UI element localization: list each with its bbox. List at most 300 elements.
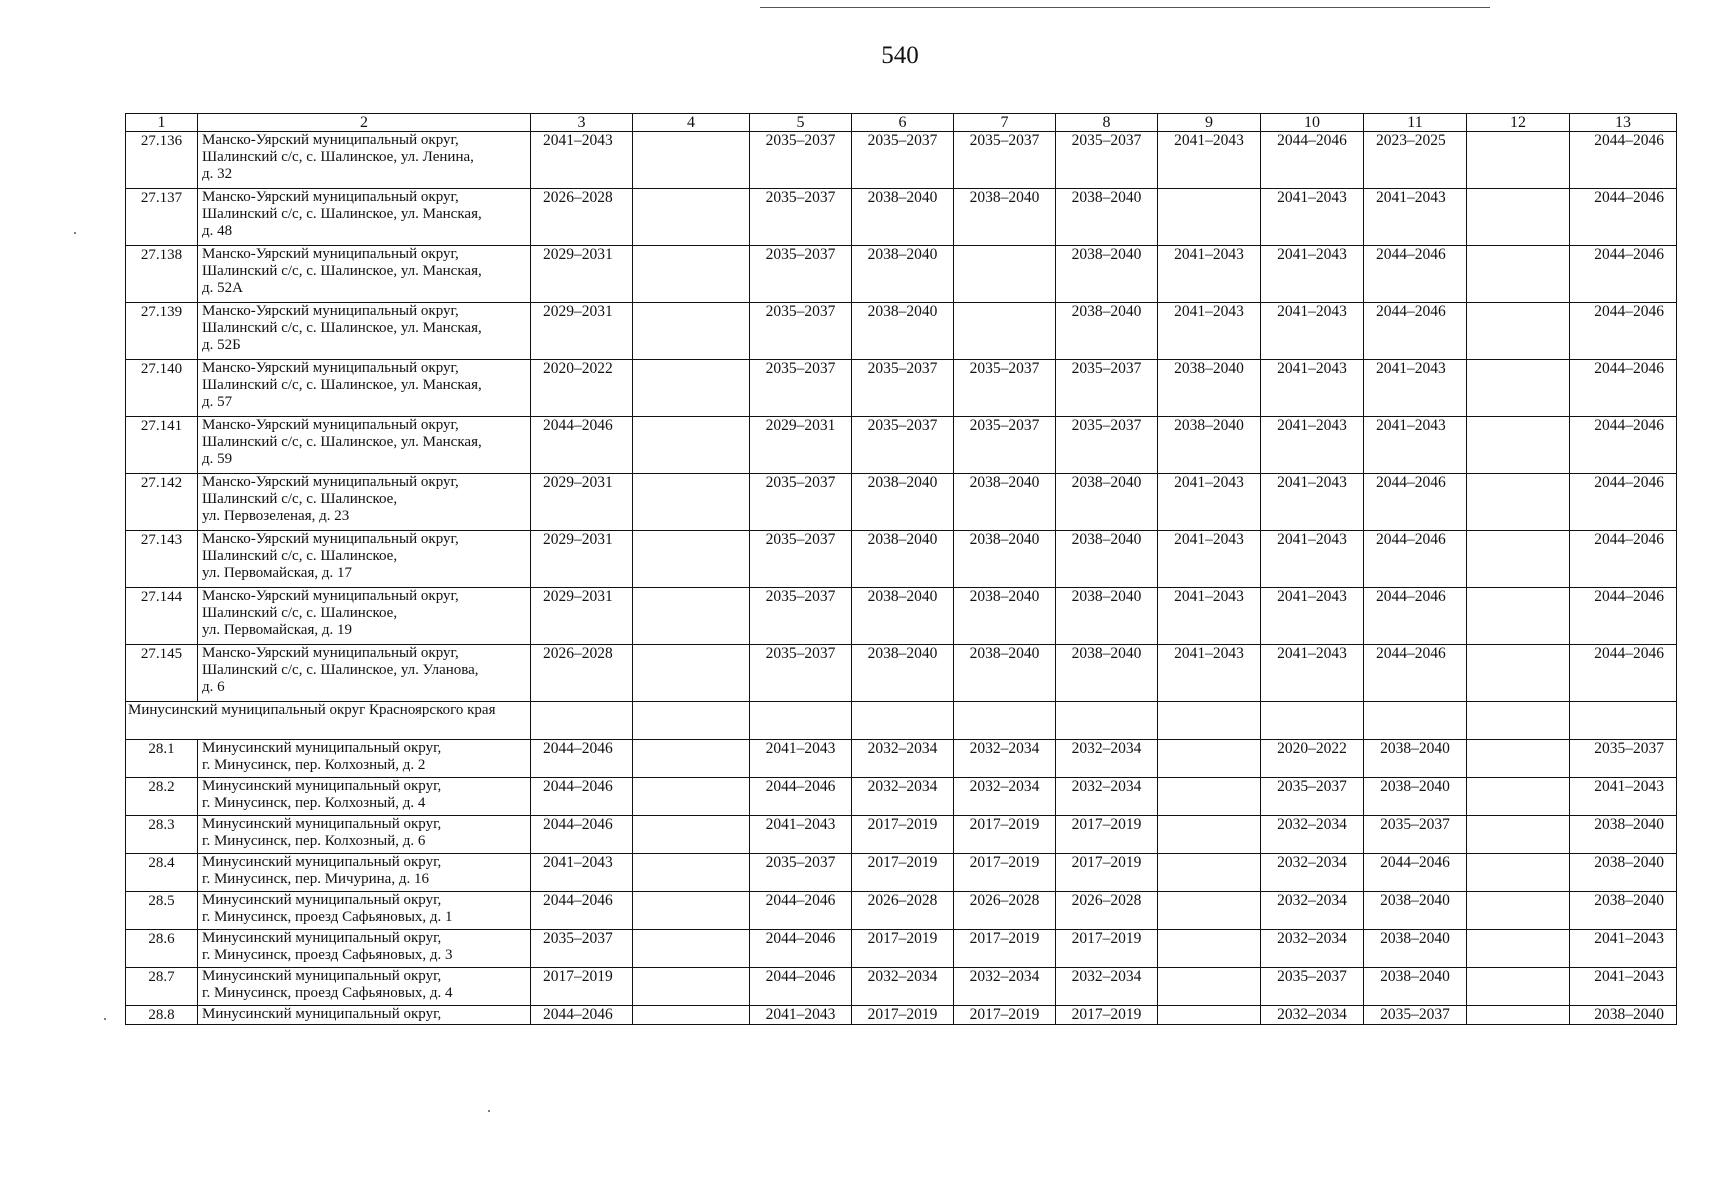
period-cell-col-9: 2041–2043: [1158, 588, 1261, 645]
period-cell-col-5: 2035–2037: [750, 360, 852, 417]
period-cell-col-6: 2032–2034: [852, 740, 954, 778]
period-cell-col-10: 2041–2043: [1261, 531, 1364, 588]
period-cell-col-3: 2044–2046: [531, 778, 633, 816]
period-cell-col-5: 2035–2037: [750, 303, 852, 360]
address-cell: [198, 189, 531, 246]
address-line: Манско-Уярский муниципальный округ,: [202, 417, 459, 433]
address-line: ул. Первомайская, д. 19: [202, 622, 352, 638]
period-cell-col-5: 2041–2043: [750, 816, 852, 854]
address-line: г. Минусинск, пер. Мичурина, д. 16: [202, 871, 429, 887]
period-cell-col-9: [1158, 892, 1261, 930]
period-cell-col-12: [1467, 246, 1570, 303]
column-number-3: 3: [531, 114, 633, 132]
period-cell-col-6: 2035–2037: [852, 132, 954, 189]
address-line: г. Минусинск, пер. Колхозный, д. 2: [202, 757, 426, 773]
period-cell-col-12: [1467, 740, 1570, 778]
period-cell-col-7: 2038–2040: [954, 474, 1056, 531]
period-cell-col-8: 2038–2040: [1056, 303, 1158, 360]
period-cell-col-13: 2038–2040: [1570, 816, 1677, 854]
row-number: 27.143: [126, 531, 198, 588]
period-cell-col-7: 2038–2040: [954, 531, 1056, 588]
period-cell-col-8: 2032–2034: [1056, 968, 1158, 1006]
address-line: д. 48: [202, 223, 233, 239]
period-cell-col-12: [1467, 189, 1570, 246]
table-row: [126, 645, 1677, 702]
period-cell-col-9: [1158, 968, 1261, 1006]
period-cell-col-7: 2017–2019: [954, 854, 1056, 892]
group-header-row: [126, 702, 1677, 740]
column-number-12: 12: [1467, 114, 1570, 132]
table-row: [126, 588, 1677, 645]
table-row: [126, 303, 1677, 360]
period-cell-col-10: 2035–2037: [1261, 968, 1364, 1006]
address-line: Минусинский муниципальный округ,: [202, 778, 442, 794]
empty-cell: [1570, 702, 1677, 740]
period-cell-col-9: [1158, 1006, 1261, 1025]
address-line: Шалинский с/с, с. Шалинское, ул. Манская,: [202, 206, 482, 222]
period-cell-col-6: 2038–2040: [852, 588, 954, 645]
address-line: Минусинский муниципальный округ,: [202, 740, 442, 756]
period-cell-col-4: [633, 588, 750, 645]
period-cell-col-5: 2035–2037: [750, 132, 852, 189]
period-cell-col-8: 2038–2040: [1056, 588, 1158, 645]
period-cell-col-9: [1158, 778, 1261, 816]
period-cell-col-9: 2041–2043: [1158, 531, 1261, 588]
period-cell-col-9: 2038–2040: [1158, 360, 1261, 417]
period-cell-col-8: 2035–2037: [1056, 417, 1158, 474]
period-cell-col-13: 2044–2046: [1570, 531, 1677, 588]
column-number-11: 11: [1364, 114, 1467, 132]
address-line: Шалинский с/с, с. Шалинское, ул. Ленина,: [202, 149, 474, 165]
period-cell-col-6: 2038–2040: [852, 189, 954, 246]
table-row: [126, 930, 1677, 968]
empty-cell: [531, 702, 633, 740]
address-cell: [198, 778, 531, 816]
period-cell-col-13: 2044–2046: [1570, 360, 1677, 417]
period-cell-col-6: 2035–2037: [852, 417, 954, 474]
table-row: [126, 740, 1677, 778]
address-cell: [198, 740, 531, 778]
address-line: Минусинский муниципальный округ,: [202, 1006, 442, 1022]
period-cell-col-13: 2044–2046: [1570, 246, 1677, 303]
period-cell-col-12: [1467, 417, 1570, 474]
period-cell-col-10: 2032–2034: [1261, 1006, 1364, 1025]
period-cell-col-3: 2017–2019: [531, 968, 633, 1006]
period-cell-col-5: 2035–2037: [750, 474, 852, 531]
period-cell-col-5: 2044–2046: [750, 892, 852, 930]
column-number-row: [126, 114, 1677, 132]
address-line: г. Минусинск, проезд Сафьяновых, д. 4: [202, 985, 453, 1001]
period-cell-col-7: [954, 246, 1056, 303]
row-number: 27.140: [126, 360, 198, 417]
column-number-4: 4: [633, 114, 750, 132]
period-cell-col-8: 2038–2040: [1056, 189, 1158, 246]
period-cell-col-7: 2035–2037: [954, 360, 1056, 417]
period-cell-col-4: [633, 417, 750, 474]
period-cell-col-9: 2041–2043: [1158, 132, 1261, 189]
row-number: 28.3: [126, 816, 198, 854]
period-cell-col-3: 2044–2046: [531, 816, 633, 854]
address-cell: [198, 588, 531, 645]
period-cell-col-5: 2044–2046: [750, 968, 852, 1006]
period-cell-col-4: [633, 645, 750, 702]
period-cell-col-7: 2017–2019: [954, 1006, 1056, 1025]
address-line: Минусинский муниципальный округ,: [202, 816, 442, 832]
table-row: [126, 189, 1677, 246]
period-cell-col-10: 2041–2043: [1261, 303, 1364, 360]
period-cell-col-12: [1467, 892, 1570, 930]
period-cell-col-7: [954, 303, 1056, 360]
address-line: Шалинский с/с, с. Шалинское, ул. Уланова,: [202, 662, 479, 678]
period-cell-col-5: 2035–2037: [750, 645, 852, 702]
address-line: Минусинский муниципальный округ,: [202, 892, 442, 908]
period-cell-col-13: 2041–2043: [1570, 778, 1677, 816]
address-line: Манско-Уярский муниципальный округ,: [202, 531, 459, 547]
empty-cell: [954, 702, 1056, 740]
empty-cell: [1158, 702, 1261, 740]
address-line: г. Минусинск, проезд Сафьяновых, д. 3: [202, 947, 453, 963]
empty-cell: [1261, 702, 1364, 740]
row-number: 27.137: [126, 189, 198, 246]
period-cell-col-4: [633, 968, 750, 1006]
row-number: 28.4: [126, 854, 198, 892]
period-cell-col-11: 2038–2040: [1364, 740, 1467, 778]
period-cell-col-4: [633, 740, 750, 778]
period-cell-col-6: 2032–2034: [852, 778, 954, 816]
period-cell-col-6: 2038–2040: [852, 303, 954, 360]
period-cell-col-3: 2044–2046: [531, 1006, 633, 1025]
period-cell-col-7: 2017–2019: [954, 930, 1056, 968]
address-line: г. Минусинск, пер. Колхозный, д. 4: [202, 795, 426, 811]
period-cell-col-5: 2035–2037: [750, 854, 852, 892]
table-row: [126, 531, 1677, 588]
period-cell-col-11: 2041–2043: [1364, 417, 1467, 474]
address-line: Манско-Уярский муниципальный округ,: [202, 645, 459, 661]
period-cell-col-11: 2044–2046: [1364, 531, 1467, 588]
period-cell-col-9: 2041–2043: [1158, 246, 1261, 303]
period-cell-col-3: 2035–2037: [531, 930, 633, 968]
period-cell-col-12: [1467, 854, 1570, 892]
address-cell: [198, 854, 531, 892]
period-cell-col-11: 2044–2046: [1364, 588, 1467, 645]
period-cell-col-10: 2041–2043: [1261, 246, 1364, 303]
address-line: Шалинский с/с, с. Шалинское,: [202, 548, 398, 564]
address-line: Шалинский с/с, с. Шалинское, ул. Манская,: [202, 320, 482, 336]
address-cell: [198, 816, 531, 854]
period-cell-col-4: [633, 531, 750, 588]
period-cell-col-13: 2038–2040: [1570, 892, 1677, 930]
table-row: [126, 816, 1677, 854]
period-cell-col-9: [1158, 740, 1261, 778]
period-cell-col-11: 2041–2043: [1364, 360, 1467, 417]
address-cell: [198, 474, 531, 531]
period-cell-col-7: 2038–2040: [954, 588, 1056, 645]
period-cell-col-13: 2038–2040: [1570, 854, 1677, 892]
period-cell-col-6: 2017–2019: [852, 930, 954, 968]
period-cell-col-5: 2044–2046: [750, 778, 852, 816]
period-cell-col-5: 2035–2037: [750, 588, 852, 645]
period-cell-col-4: [633, 930, 750, 968]
period-cell-col-8: 2032–2034: [1056, 740, 1158, 778]
period-cell-col-8: 2038–2040: [1056, 246, 1158, 303]
period-cell-col-9: [1158, 930, 1261, 968]
period-cell-col-5: 2041–2043: [750, 740, 852, 778]
address-line: Шалинский с/с, с. Шалинское,: [202, 605, 398, 621]
period-cell-col-13: 2044–2046: [1570, 474, 1677, 531]
column-number-2: 2: [198, 114, 531, 132]
row-number: 28.2: [126, 778, 198, 816]
period-cell-col-3: 2029–2031: [531, 246, 633, 303]
period-cell-col-6: 2038–2040: [852, 246, 954, 303]
address-line: ул. Первомайская, д. 17: [202, 565, 352, 581]
period-cell-col-3: 2029–2031: [531, 588, 633, 645]
address-cell: [198, 246, 531, 303]
address-line: Манско-Уярский муниципальный округ,: [202, 246, 459, 262]
period-cell-col-5: 2035–2037: [750, 246, 852, 303]
period-cell-col-11: 2044–2046: [1364, 645, 1467, 702]
period-cell-col-8: 2017–2019: [1056, 1006, 1158, 1025]
address-line: Минусинский муниципальный округ,: [202, 930, 442, 946]
empty-cell: [1056, 702, 1158, 740]
column-number-5: 5: [750, 114, 852, 132]
period-cell-col-13: 2044–2046: [1570, 132, 1677, 189]
period-cell-col-4: [633, 816, 750, 854]
period-cell-col-13: 2044–2046: [1570, 417, 1677, 474]
period-cell-col-12: [1467, 930, 1570, 968]
period-cell-col-4: [633, 854, 750, 892]
period-cell-col-8: 2017–2019: [1056, 816, 1158, 854]
period-cell-col-5: 2041–2043: [750, 1006, 852, 1025]
address-cell: [198, 930, 531, 968]
address-cell: [198, 968, 531, 1006]
period-cell-col-3: 2020–2022: [531, 360, 633, 417]
address-cell: [198, 645, 531, 702]
period-cell-col-8: 2035–2037: [1056, 132, 1158, 189]
period-cell-col-7: 2032–2034: [954, 740, 1056, 778]
row-number: 27.139: [126, 303, 198, 360]
register-table: [125, 113, 1677, 1025]
period-cell-col-12: [1467, 132, 1570, 189]
address-line: г. Минусинск, пер. Колхозный, д. 6: [202, 833, 426, 849]
address-line: д. 6: [202, 679, 225, 695]
period-cell-col-13: 2041–2043: [1570, 968, 1677, 1006]
period-cell-col-9: 2041–2043: [1158, 303, 1261, 360]
period-cell-col-3: 2029–2031: [531, 531, 633, 588]
period-cell-col-3: 2044–2046: [531, 417, 633, 474]
row-number: 28.8: [126, 1006, 198, 1025]
period-cell-col-4: [633, 474, 750, 531]
period-cell-col-6: 2017–2019: [852, 816, 954, 854]
period-cell-col-3: 2029–2031: [531, 474, 633, 531]
period-cell-col-12: [1467, 531, 1570, 588]
period-cell-col-7: 2038–2040: [954, 645, 1056, 702]
period-cell-col-12: [1467, 778, 1570, 816]
period-cell-col-13: 2035–2037: [1570, 740, 1677, 778]
period-cell-col-3: 2041–2043: [531, 132, 633, 189]
period-cell-col-8: 2026–2028: [1056, 892, 1158, 930]
period-cell-col-10: 2032–2034: [1261, 892, 1364, 930]
address-line: Шалинский с/с, с. Шалинское, ул. Манская,: [202, 434, 482, 450]
column-number-10: 10: [1261, 114, 1364, 132]
period-cell-col-10: 2032–2034: [1261, 930, 1364, 968]
period-cell-col-10: 2032–2034: [1261, 854, 1364, 892]
address-line: Шалинский с/с, с. Шалинское, ул. Манская,: [202, 377, 482, 393]
row-number: 27.144: [126, 588, 198, 645]
address-line: ул. Первозеленая, д. 23: [202, 508, 350, 524]
period-cell-col-7: 2038–2040: [954, 189, 1056, 246]
period-cell-col-13: 2044–2046: [1570, 303, 1677, 360]
table-row: [126, 474, 1677, 531]
period-cell-col-13: 2044–2046: [1570, 588, 1677, 645]
column-number-7: 7: [954, 114, 1056, 132]
period-cell-col-12: [1467, 1006, 1570, 1025]
period-cell-col-12: [1467, 303, 1570, 360]
address-line: Манско-Уярский муниципальный округ,: [202, 588, 459, 604]
period-cell-col-3: 2026–2028: [531, 189, 633, 246]
row-number: 28.7: [126, 968, 198, 1006]
empty-cell: [633, 702, 750, 740]
period-cell-col-11: 2044–2046: [1364, 246, 1467, 303]
address-line: Манско-Уярский муниципальный округ,: [202, 360, 459, 376]
address-line: Минусинский муниципальный округ,: [202, 968, 442, 984]
empty-cell: [1467, 702, 1570, 740]
period-cell-col-12: [1467, 816, 1570, 854]
column-number-9: 9: [1158, 114, 1261, 132]
period-cell-col-10: 2044–2046: [1261, 132, 1364, 189]
address-line: Манско-Уярский муниципальный округ,: [202, 303, 459, 319]
period-cell-col-6: 2026–2028: [852, 892, 954, 930]
period-cell-col-8: 2017–2019: [1056, 930, 1158, 968]
column-number-6: 6: [852, 114, 954, 132]
period-cell-col-3: 2029–2031: [531, 303, 633, 360]
address-cell: [198, 303, 531, 360]
period-cell-col-10: 2032–2034: [1261, 816, 1364, 854]
address-line: д. 52Б: [202, 337, 241, 353]
period-cell-col-5: 2029–2031: [750, 417, 852, 474]
period-cell-col-5: 2035–2037: [750, 531, 852, 588]
period-cell-col-13: 2044–2046: [1570, 189, 1677, 246]
period-cell-col-11: 2038–2040: [1364, 930, 1467, 968]
address-cell: [198, 360, 531, 417]
period-cell-col-9: [1158, 816, 1261, 854]
row-number: 28.6: [126, 930, 198, 968]
period-cell-col-4: [633, 246, 750, 303]
period-cell-col-10: 2041–2043: [1261, 189, 1364, 246]
address-line: д. 52А: [202, 280, 243, 296]
period-cell-col-9: 2038–2040: [1158, 417, 1261, 474]
column-number-1: 1: [126, 114, 198, 132]
empty-cell: [750, 702, 852, 740]
row-number: 27.141: [126, 417, 198, 474]
row-number: 27.142: [126, 474, 198, 531]
column-number-13: 13: [1570, 114, 1677, 132]
period-cell-col-4: [633, 892, 750, 930]
period-cell-col-12: [1467, 968, 1570, 1006]
table-row: [126, 968, 1677, 1006]
period-cell-col-11: 2041–2043: [1364, 189, 1467, 246]
top-rule: [760, 7, 1490, 8]
period-cell-col-8: 2035–2037: [1056, 360, 1158, 417]
period-cell-col-6: 2032–2034: [852, 968, 954, 1006]
period-cell-col-10: 2041–2043: [1261, 360, 1364, 417]
period-cell-col-11: 2044–2046: [1364, 854, 1467, 892]
period-cell-col-5: 2035–2037: [750, 189, 852, 246]
period-cell-col-8: 2032–2034: [1056, 778, 1158, 816]
table-row: [126, 854, 1677, 892]
empty-cell: [852, 702, 954, 740]
period-cell-col-11: 2035–2037: [1364, 816, 1467, 854]
period-cell-col-11: 2038–2040: [1364, 968, 1467, 1006]
period-cell-col-10: 2035–2037: [1261, 778, 1364, 816]
period-cell-col-7: 2032–2034: [954, 778, 1056, 816]
period-cell-col-11: 2044–2046: [1364, 474, 1467, 531]
group-header-label: Минусинский муниципальный округ Красноярского края: [126, 702, 531, 740]
period-cell-col-12: [1467, 645, 1570, 702]
period-cell-col-7: 2035–2037: [954, 417, 1056, 474]
address-line: д. 59: [202, 451, 233, 467]
period-cell-col-6: 2017–2019: [852, 854, 954, 892]
period-cell-col-7: 2032–2034: [954, 968, 1056, 1006]
row-number: 28.1: [126, 740, 198, 778]
period-cell-col-6: 2035–2037: [852, 360, 954, 417]
address-line: Манско-Уярский муниципальный округ,: [202, 474, 459, 490]
period-cell-col-4: [633, 132, 750, 189]
period-cell-col-3: 2044–2046: [531, 892, 633, 930]
address-line: д. 32: [202, 166, 233, 182]
period-cell-col-6: 2038–2040: [852, 645, 954, 702]
address-line: Манско-Уярский муниципальный округ,: [202, 189, 459, 205]
address-cell: [198, 892, 531, 930]
period-cell-col-10: 2041–2043: [1261, 588, 1364, 645]
address-cell: [198, 1006, 531, 1025]
period-cell-col-3: 2044–2046: [531, 740, 633, 778]
row-number: 27.136: [126, 132, 198, 189]
period-cell-col-9: 2041–2043: [1158, 645, 1261, 702]
period-cell-col-9: [1158, 854, 1261, 892]
period-cell-col-11: 2023–2025: [1364, 132, 1467, 189]
period-cell-col-10: 2020–2022: [1261, 740, 1364, 778]
table-row: [126, 1006, 1677, 1025]
table-row: [126, 417, 1677, 474]
period-cell-col-12: [1467, 588, 1570, 645]
address-line: Шалинский с/с, с. Шалинское,: [202, 491, 398, 507]
period-cell-col-9: [1158, 189, 1261, 246]
period-cell-col-13: 2044–2046: [1570, 645, 1677, 702]
address-cell: [198, 531, 531, 588]
row-number: 27.138: [126, 246, 198, 303]
period-cell-col-10: 2041–2043: [1261, 645, 1364, 702]
address-line: г. Минусинск, проезд Сафьяновых, д. 1: [202, 909, 453, 925]
period-cell-col-11: 2038–2040: [1364, 778, 1467, 816]
address-cell: [198, 132, 531, 189]
period-cell-col-9: 2041–2043: [1158, 474, 1261, 531]
period-cell-col-12: [1467, 360, 1570, 417]
table-row: [126, 778, 1677, 816]
period-cell-col-10: 2041–2043: [1261, 417, 1364, 474]
period-cell-col-4: [633, 1006, 750, 1025]
address-line: Минусинский муниципальный округ,: [202, 854, 442, 870]
period-cell-col-11: 2044–2046: [1364, 303, 1467, 360]
column-number-8: 8: [1056, 114, 1158, 132]
empty-cell: [1364, 702, 1467, 740]
table-row: [126, 132, 1677, 189]
row-number: 28.5: [126, 892, 198, 930]
address-line: Шалинский с/с, с. Шалинское, ул. Манская,: [202, 263, 482, 279]
period-cell-col-4: [633, 189, 750, 246]
period-cell-col-8: 2038–2040: [1056, 645, 1158, 702]
period-cell-col-8: 2038–2040: [1056, 531, 1158, 588]
period-cell-col-13: 2038–2040: [1570, 1006, 1677, 1025]
